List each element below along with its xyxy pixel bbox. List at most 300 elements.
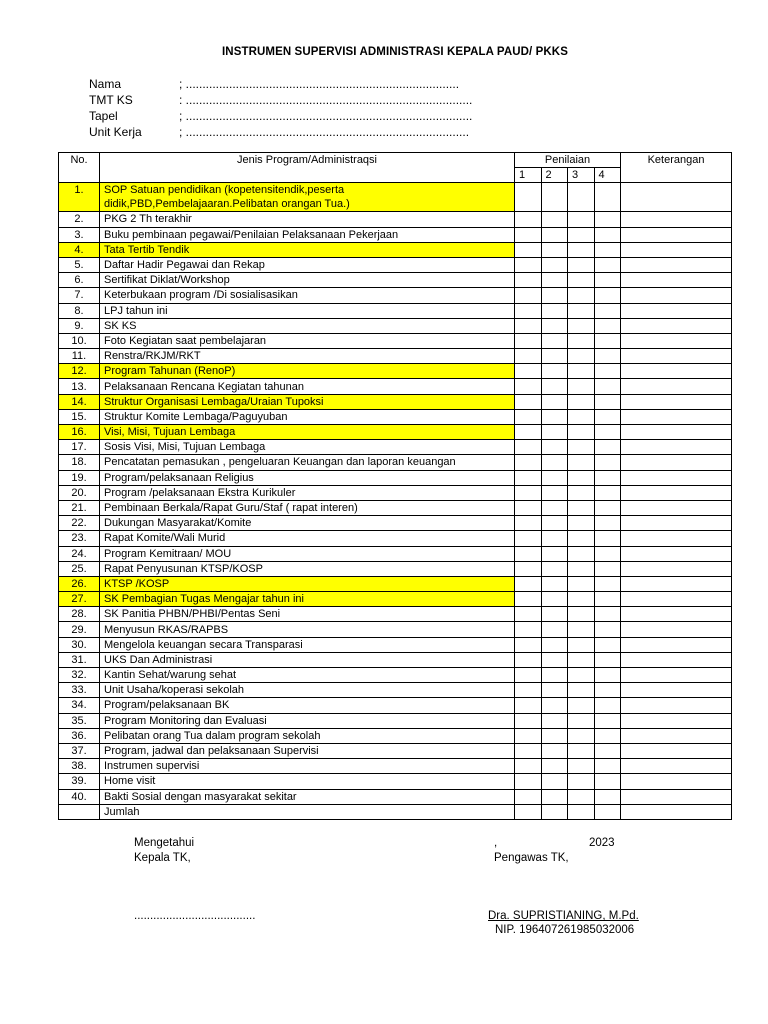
row-program-item: Pelibatan orang Tua dalam program sekolah <box>100 728 515 743</box>
keterangan-cell[interactable] <box>621 592 732 607</box>
score-cell-3[interactable] <box>568 394 595 409</box>
row-number: 7. <box>59 288 100 303</box>
table-row <box>59 288 732 303</box>
row-number: 14. <box>59 394 100 409</box>
score-cell-3[interactable] <box>568 409 595 424</box>
score-cell-2[interactable] <box>541 668 568 683</box>
score-cell-2[interactable] <box>541 183 568 212</box>
row-program-item: Program, jadwal dan pelaksanaan Supervisi <box>100 743 515 758</box>
score-cell-2[interactable] <box>541 592 568 607</box>
score-cell-4[interactable] <box>594 576 621 591</box>
keterangan-cell[interactable] <box>621 425 732 440</box>
row-number: 30. <box>59 637 100 652</box>
score-cell-2[interactable] <box>541 455 568 470</box>
score-cell-4[interactable] <box>594 470 621 485</box>
row-number: 36. <box>59 728 100 743</box>
score-cell-2[interactable] <box>541 652 568 667</box>
info-block <box>89 76 472 140</box>
row-program-item: Rapat Penyusunan KTSP/KOSP <box>100 561 515 576</box>
score-cell-4[interactable] <box>594 333 621 348</box>
score-cell-1[interactable] <box>515 470 542 485</box>
keterangan-cell[interactable] <box>621 318 732 333</box>
score-cell-2[interactable] <box>541 698 568 713</box>
table-row <box>59 212 732 227</box>
score-cell-4[interactable] <box>594 637 621 652</box>
row-program-item: Program/pelaksanaan Religius <box>100 470 515 485</box>
row-number: 17. <box>59 440 100 455</box>
table-row <box>59 652 732 667</box>
row-number: 33. <box>59 683 100 698</box>
score-cell-3[interactable] <box>568 789 595 804</box>
score-cell-2[interactable] <box>541 242 568 257</box>
table-row <box>59 273 732 288</box>
row-program-item: LPJ tahun ini <box>100 303 515 318</box>
keterangan-cell[interactable] <box>621 743 732 758</box>
keterangan-cell[interactable] <box>621 288 732 303</box>
pengawas-nip: NIP. 196407261985032006 <box>495 924 635 936</box>
score-cell-3[interactable] <box>568 774 595 789</box>
info-row <box>89 108 472 124</box>
score-cell-1[interactable] <box>515 303 542 318</box>
score-cell-3[interactable] <box>568 440 595 455</box>
score-cell-2[interactable] <box>541 288 568 303</box>
score-cell-3[interactable] <box>568 516 595 531</box>
date-comma: , <box>494 837 498 849</box>
score-cell-4[interactable] <box>594 789 621 804</box>
score-cell-4[interactable] <box>594 409 621 424</box>
row-number: 23. <box>59 531 100 546</box>
score-cell-3[interactable] <box>568 257 595 272</box>
row-number: 28. <box>59 607 100 622</box>
score-cell-2[interactable] <box>541 227 568 242</box>
row-number: 21. <box>59 500 100 515</box>
score-cell-4[interactable] <box>594 759 621 774</box>
score-cell-2[interactable] <box>541 303 568 318</box>
score-cell-2[interactable] <box>541 683 568 698</box>
score-cell-2[interactable] <box>541 789 568 804</box>
score-cell-1[interactable] <box>515 288 542 303</box>
row-number: 37. <box>59 743 100 758</box>
score-cell-3[interactable] <box>568 212 595 227</box>
score-cell-3[interactable] <box>568 318 595 333</box>
row-number: 39. <box>59 774 100 789</box>
score-cell-1[interactable] <box>515 698 542 713</box>
score-cell-1[interactable] <box>515 349 542 364</box>
score-cell-4[interactable] <box>594 804 621 819</box>
keterangan-cell[interactable] <box>621 349 732 364</box>
table-row <box>59 607 732 622</box>
score-cell-3[interactable] <box>568 698 595 713</box>
score-cell-2[interactable] <box>541 561 568 576</box>
score-cell-1[interactable] <box>515 227 542 242</box>
table-row <box>59 349 732 364</box>
score-cell-3[interactable] <box>568 713 595 728</box>
header-penilaian: Penilaian <box>515 153 621 168</box>
row-program-item: Sertifikat Diklat/Workshop <box>100 273 515 288</box>
score-cell-2[interactable] <box>541 425 568 440</box>
score-cell-1[interactable] <box>515 576 542 591</box>
score-cell-3[interactable] <box>568 273 595 288</box>
score-cell-1[interactable] <box>515 561 542 576</box>
score-cell-4[interactable] <box>594 288 621 303</box>
score-cell-2[interactable] <box>541 470 568 485</box>
score-cell-1[interactable] <box>515 759 542 774</box>
score-cell-3[interactable] <box>568 227 595 242</box>
row-number: 20. <box>59 485 100 500</box>
score-cell-1[interactable] <box>515 607 542 622</box>
row-number: 9. <box>59 318 100 333</box>
score-cell-3[interactable] <box>568 364 595 379</box>
score-cell-3[interactable] <box>568 349 595 364</box>
score-cell-3[interactable] <box>568 183 595 212</box>
row-number: 32. <box>59 668 100 683</box>
keterangan-cell[interactable] <box>621 531 732 546</box>
table-row <box>59 743 732 758</box>
score-cell-3[interactable] <box>568 592 595 607</box>
keterangan-cell[interactable] <box>621 227 732 242</box>
score-cell-4[interactable] <box>594 683 621 698</box>
score-cell-2[interactable] <box>541 273 568 288</box>
score-cell-2[interactable] <box>541 516 568 531</box>
row-program-item: Visi, Misi, Tujuan Lembaga <box>100 425 515 440</box>
score-cell-4[interactable] <box>594 242 621 257</box>
table-row <box>59 804 732 819</box>
score-cell-1[interactable] <box>515 364 542 379</box>
keterangan-cell[interactable] <box>621 576 732 591</box>
score-cell-2[interactable] <box>541 728 568 743</box>
score-cell-4[interactable] <box>594 257 621 272</box>
score-cell-2[interactable] <box>541 364 568 379</box>
table-row <box>59 698 732 713</box>
score-cell-1[interactable] <box>515 743 542 758</box>
supervision-table <box>58 152 732 820</box>
score-cell-3[interactable] <box>568 485 595 500</box>
score-cell-4[interactable] <box>594 561 621 576</box>
score-cell-3[interactable] <box>568 470 595 485</box>
header-score-1: 1 <box>515 168 542 183</box>
table-row <box>59 789 732 804</box>
score-cell-4[interactable] <box>594 516 621 531</box>
score-cell-1[interactable] <box>515 531 542 546</box>
score-cell-1[interactable] <box>515 318 542 333</box>
header-program: Jenis Program/Administraqsi <box>100 153 515 183</box>
table-row <box>59 713 732 728</box>
score-cell-1[interactable] <box>515 774 542 789</box>
score-cell-1[interactable] <box>515 485 542 500</box>
score-cell-2[interactable] <box>541 409 568 424</box>
score-cell-4[interactable] <box>594 379 621 394</box>
score-cell-1[interactable] <box>515 500 542 515</box>
keterangan-cell[interactable] <box>621 455 732 470</box>
table-row <box>59 668 732 683</box>
score-cell-1[interactable] <box>515 379 542 394</box>
score-cell-4[interactable] <box>594 485 621 500</box>
score-cell-3[interactable] <box>568 561 595 576</box>
row-number: 6. <box>59 273 100 288</box>
score-cell-4[interactable] <box>594 212 621 227</box>
info-value: : ...................................................................................... <box>179 93 473 107</box>
row-number: 2. <box>59 212 100 227</box>
score-cell-3[interactable] <box>568 500 595 515</box>
table-row <box>59 576 732 591</box>
table-row <box>59 561 732 576</box>
score-cell-1[interactable] <box>515 425 542 440</box>
score-cell-4[interactable] <box>594 303 621 318</box>
score-cell-1[interactable] <box>515 728 542 743</box>
score-cell-1[interactable] <box>515 455 542 470</box>
score-cell-2[interactable] <box>541 440 568 455</box>
keterangan-cell[interactable] <box>621 273 732 288</box>
score-cell-3[interactable] <box>568 425 595 440</box>
score-cell-1[interactable] <box>515 622 542 637</box>
row-number: 5. <box>59 257 100 272</box>
keterangan-cell[interactable] <box>621 500 732 515</box>
keterangan-cell[interactable] <box>621 561 732 576</box>
row-program-item: Home visit <box>100 774 515 789</box>
row-program-item: Program Tahunan (RenoP) <box>100 364 515 379</box>
keterangan-cell[interactable] <box>621 728 732 743</box>
score-cell-3[interactable] <box>568 303 595 318</box>
info-label: TMT KS <box>89 93 133 107</box>
table-row <box>59 728 732 743</box>
score-cell-4[interactable] <box>594 622 621 637</box>
row-number <box>59 804 100 819</box>
score-cell-4[interactable] <box>594 455 621 470</box>
row-number: 34. <box>59 698 100 713</box>
header-no: No. <box>59 153 100 183</box>
score-cell-1[interactable] <box>515 516 542 531</box>
score-cell-3[interactable] <box>568 379 595 394</box>
score-cell-2[interactable] <box>541 318 568 333</box>
info-value: ; ..................................................................................... <box>179 125 470 139</box>
score-cell-4[interactable] <box>594 668 621 683</box>
score-cell-4[interactable] <box>594 728 621 743</box>
row-program-item: SOP Satuan pendidikan (kopetensitendik,peserta didik,PBD,Pembelajaaran.Pelibatan orangan Tua.) <box>100 183 515 212</box>
score-cell-3[interactable] <box>568 546 595 561</box>
row-program-item: Mengelola keuangan secara Transparasi <box>100 637 515 652</box>
keterangan-cell[interactable] <box>621 364 732 379</box>
table-row <box>59 516 732 531</box>
score-cell-1[interactable] <box>515 637 542 652</box>
score-cell-2[interactable] <box>541 713 568 728</box>
keterangan-cell[interactable] <box>621 546 732 561</box>
row-program-item: Tata Tertib Tendik <box>100 242 515 257</box>
score-cell-2[interactable] <box>541 576 568 591</box>
row-number: 35. <box>59 713 100 728</box>
score-cell-2[interactable] <box>541 485 568 500</box>
table-row <box>59 774 732 789</box>
score-cell-4[interactable] <box>594 318 621 333</box>
score-cell-4[interactable] <box>594 394 621 409</box>
score-cell-1[interactable] <box>515 440 542 455</box>
keterangan-cell[interactable] <box>621 333 732 348</box>
score-cell-3[interactable] <box>568 622 595 637</box>
score-cell-3[interactable] <box>568 455 595 470</box>
score-cell-4[interactable] <box>594 364 621 379</box>
score-cell-1[interactable] <box>515 242 542 257</box>
row-program-item: KTSP /KOSP <box>100 576 515 591</box>
table-row <box>59 592 732 607</box>
score-cell-2[interactable] <box>541 774 568 789</box>
row-program-item: Bakti Sosial dengan masyarakat sekitar <box>100 789 515 804</box>
keterangan-cell[interactable] <box>621 607 732 622</box>
keterangan-cell[interactable] <box>621 637 732 652</box>
score-cell-2[interactable] <box>541 637 568 652</box>
score-cell-4[interactable] <box>594 440 621 455</box>
score-cell-3[interactable] <box>568 333 595 348</box>
row-program-item: Dukungan Masyarakat/Komite <box>100 516 515 531</box>
keterangan-cell[interactable] <box>621 394 732 409</box>
keterangan-cell[interactable] <box>621 485 732 500</box>
score-cell-2[interactable] <box>541 379 568 394</box>
score-cell-2[interactable] <box>541 759 568 774</box>
row-program-item: Sosis Visi, Misi, Tujuan Lembaga <box>100 440 515 455</box>
score-cell-2[interactable] <box>541 546 568 561</box>
table-row <box>59 485 732 500</box>
score-cell-2[interactable] <box>541 212 568 227</box>
keterangan-cell[interactable] <box>621 409 732 424</box>
keterangan-cell[interactable] <box>621 698 732 713</box>
score-cell-2[interactable] <box>541 394 568 409</box>
score-cell-3[interactable] <box>568 652 595 667</box>
score-cell-4[interactable] <box>594 698 621 713</box>
row-number: 1. <box>59 183 100 212</box>
score-cell-2[interactable] <box>541 257 568 272</box>
keterangan-cell[interactable] <box>621 212 732 227</box>
row-number: 12. <box>59 364 100 379</box>
score-cell-3[interactable] <box>568 759 595 774</box>
score-cell-1[interactable] <box>515 409 542 424</box>
keterangan-cell[interactable] <box>621 683 732 698</box>
score-cell-4[interactable] <box>594 592 621 607</box>
row-number: 31. <box>59 652 100 667</box>
score-cell-4[interactable] <box>594 349 621 364</box>
score-cell-2[interactable] <box>541 622 568 637</box>
score-cell-3[interactable] <box>568 683 595 698</box>
document-title: INSTRUMEN SUPERVISI ADMINISTRASI KEPALA PAUD/ PKKS <box>222 46 568 58</box>
pengawas-name: Dra. SUPRISTIANING, M.Pd. <box>488 910 639 922</box>
row-number: 38. <box>59 759 100 774</box>
score-cell-4[interactable] <box>594 531 621 546</box>
score-cell-2[interactable] <box>541 804 568 819</box>
row-program-item: Program Monitoring dan Evaluasi <box>100 713 515 728</box>
score-cell-2[interactable] <box>541 333 568 348</box>
info-label: Tapel <box>89 109 118 123</box>
score-cell-2[interactable] <box>541 349 568 364</box>
score-cell-4[interactable] <box>594 713 621 728</box>
row-program-item: Pencatatan pemasukan , pengeluaran Keuangan dan laporan keuangan <box>100 455 515 470</box>
score-cell-4[interactable] <box>594 425 621 440</box>
score-cell-2[interactable] <box>541 743 568 758</box>
score-cell-3[interactable] <box>568 668 595 683</box>
row-program-item: SK Pembagian Tugas Mengajar tahun ini <box>100 592 515 607</box>
score-cell-3[interactable] <box>568 804 595 819</box>
table-row <box>59 759 732 774</box>
keterangan-cell[interactable] <box>621 622 732 637</box>
score-cell-4[interactable] <box>594 183 621 212</box>
row-number: 40. <box>59 789 100 804</box>
score-cell-2[interactable] <box>541 500 568 515</box>
score-cell-3[interactable] <box>568 607 595 622</box>
score-cell-1[interactable] <box>515 546 542 561</box>
score-cell-4[interactable] <box>594 743 621 758</box>
keterangan-cell[interactable] <box>621 759 732 774</box>
score-cell-3[interactable] <box>568 637 595 652</box>
keterangan-cell[interactable] <box>621 804 732 819</box>
score-cell-4[interactable] <box>594 652 621 667</box>
score-cell-4[interactable] <box>594 227 621 242</box>
keterangan-cell[interactable] <box>621 257 732 272</box>
score-cell-2[interactable] <box>541 531 568 546</box>
row-number: 13. <box>59 379 100 394</box>
date-year: 2023 <box>589 837 615 849</box>
info-label: Nama <box>89 77 122 91</box>
score-cell-1[interactable] <box>515 668 542 683</box>
score-cell-3[interactable] <box>568 743 595 758</box>
keterangan-cell[interactable] <box>621 652 732 667</box>
keterangan-cell[interactable] <box>621 713 732 728</box>
score-cell-1[interactable] <box>515 394 542 409</box>
keterangan-cell[interactable] <box>621 440 732 455</box>
score-cell-3[interactable] <box>568 576 595 591</box>
keterangan-cell[interactable] <box>621 789 732 804</box>
row-number: 10. <box>59 333 100 348</box>
score-cell-1[interactable] <box>515 333 542 348</box>
keterangan-cell[interactable] <box>621 516 732 531</box>
score-cell-1[interactable] <box>515 652 542 667</box>
keterangan-cell[interactable] <box>621 470 732 485</box>
score-cell-1[interactable] <box>515 683 542 698</box>
keterangan-cell[interactable] <box>621 774 732 789</box>
table-row <box>59 531 732 546</box>
score-cell-3[interactable] <box>568 242 595 257</box>
score-cell-4[interactable] <box>594 546 621 561</box>
keterangan-cell[interactable] <box>621 303 732 318</box>
keterangan-cell[interactable] <box>621 379 732 394</box>
table-row <box>59 500 732 515</box>
score-cell-1[interactable] <box>515 183 542 212</box>
score-cell-4[interactable] <box>594 273 621 288</box>
row-number: 19. <box>59 470 100 485</box>
score-cell-1[interactable] <box>515 789 542 804</box>
score-cell-1[interactable] <box>515 273 542 288</box>
score-cell-1[interactable] <box>515 804 542 819</box>
row-number: 15. <box>59 409 100 424</box>
row-program-item: Rapat Komite/Wali Murid <box>100 531 515 546</box>
score-cell-1[interactable] <box>515 592 542 607</box>
score-cell-3[interactable] <box>568 288 595 303</box>
row-program-item: Struktur Komite Lembaga/Paguyuban <box>100 409 515 424</box>
score-cell-2[interactable] <box>541 607 568 622</box>
score-cell-1[interactable] <box>515 212 542 227</box>
score-cell-4[interactable] <box>594 774 621 789</box>
row-program-item: Pelaksanaan Rencana Kegiatan tahunan <box>100 379 515 394</box>
score-cell-4[interactable] <box>594 500 621 515</box>
info-value: ; .................................................................................. <box>179 77 460 91</box>
row-program-item: Keterbukaan program /Di sosialisasikan <box>100 288 515 303</box>
keterangan-cell[interactable] <box>621 183 732 212</box>
kepala-tk-signature-line: ...................................... <box>134 910 256 922</box>
keterangan-cell[interactable] <box>621 242 732 257</box>
score-cell-1[interactable] <box>515 257 542 272</box>
keterangan-cell[interactable] <box>621 668 732 683</box>
score-cell-3[interactable] <box>568 728 595 743</box>
score-cell-3[interactable] <box>568 531 595 546</box>
row-number: 11. <box>59 349 100 364</box>
score-cell-1[interactable] <box>515 713 542 728</box>
score-cell-4[interactable] <box>594 607 621 622</box>
row-number: 26. <box>59 576 100 591</box>
